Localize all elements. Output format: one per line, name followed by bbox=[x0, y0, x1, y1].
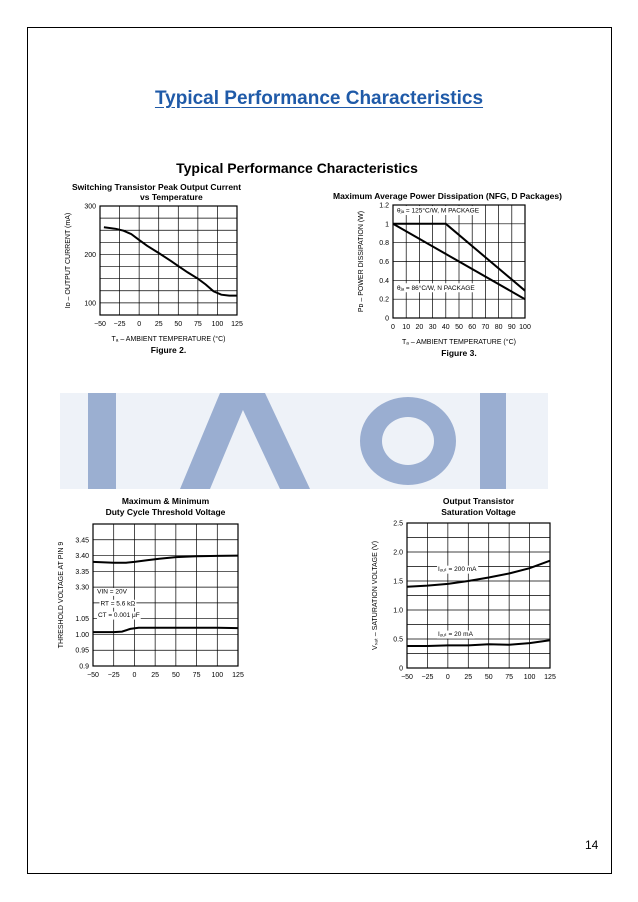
chart-annotation: CT = 0.001 μF bbox=[97, 612, 140, 620]
x-tick-label: 20 bbox=[415, 324, 424, 331]
y-tick-label: 0.4 bbox=[379, 277, 389, 285]
x-tick-label: 75 bbox=[505, 674, 514, 681]
x-tick-label: 60 bbox=[468, 324, 477, 331]
page-title: Typical Performance Characteristics bbox=[154, 88, 484, 109]
page-number: 14 bbox=[585, 838, 599, 852]
y-tick-label: 2.0 bbox=[393, 549, 403, 557]
y-tick-label: 1.05 bbox=[75, 616, 89, 624]
x-tick-label: −50 bbox=[401, 674, 413, 681]
x-axis-label: Tₐ – AMBIENT TEMPERATURE (°C) bbox=[111, 336, 226, 343]
chart-title: Maximum Average Power Dissipation (NFG, D Packages) bbox=[333, 191, 562, 201]
y-tick-label: 1.0 bbox=[393, 607, 403, 615]
y-tick-label: 0.9 bbox=[79, 663, 89, 671]
y-axis-label: Pᴅ – POWER DISSIPATION (W) bbox=[358, 210, 365, 313]
chart-annotation: θⱼₐ = 86°C/W, N PACKAGE bbox=[396, 284, 475, 292]
y-tick-label: 1.5 bbox=[393, 578, 403, 586]
x-tick-label: 100 bbox=[523, 674, 536, 681]
y-tick-label: 2.5 bbox=[393, 520, 403, 528]
chart-title: Output Transistor bbox=[442, 496, 515, 506]
figure-caption: Figure 3. bbox=[441, 348, 477, 358]
x-tick-label: 100 bbox=[211, 321, 224, 328]
y-axis-label: THRESHOLD VOLTAGE AT PIN 9 bbox=[58, 541, 65, 649]
x-tick-label: 0 bbox=[391, 324, 395, 331]
y-tick-label: 3.30 bbox=[75, 584, 89, 592]
x-tick-label: 50 bbox=[171, 672, 180, 679]
y-tick-label: 0 bbox=[399, 665, 403, 673]
x-tick-label: −25 bbox=[107, 672, 120, 679]
x-tick-label: 100 bbox=[519, 324, 531, 331]
series-line bbox=[104, 227, 237, 295]
x-tick-label: 0 bbox=[132, 672, 137, 679]
x-tick-label: 100 bbox=[211, 672, 224, 679]
y-tick-label: 1.2 bbox=[379, 202, 389, 210]
x-axis-label: Tₐ – AMBIENT TEMPERATURE (°C) bbox=[402, 339, 516, 346]
watermark-logo bbox=[60, 393, 548, 489]
chart-title: Maximum & Minimum bbox=[121, 496, 210, 506]
y-tick-label: 0.8 bbox=[379, 240, 389, 248]
x-tick-label: 125 bbox=[231, 321, 243, 328]
x-tick-label: 75 bbox=[193, 321, 202, 328]
series-line bbox=[93, 628, 238, 632]
x-tick-label: 40 bbox=[441, 324, 450, 331]
x-tick-label: 25 bbox=[151, 672, 160, 679]
series-line bbox=[407, 640, 550, 646]
watermark-logo-graphic bbox=[60, 393, 548, 489]
x-tick-label: 10 bbox=[402, 324, 411, 331]
x-tick-label: 0 bbox=[445, 674, 450, 681]
x-tick-label: 70 bbox=[481, 324, 490, 331]
x-tick-label: −25 bbox=[113, 321, 126, 328]
x-tick-label: 90 bbox=[507, 324, 516, 331]
series-line bbox=[407, 561, 550, 587]
x-tick-label: 125 bbox=[232, 672, 244, 679]
x-tick-label: −25 bbox=[421, 674, 434, 681]
y-tick-label: 1 bbox=[385, 221, 389, 229]
x-tick-label: −50 bbox=[94, 321, 106, 328]
y-tick-label: 0 bbox=[385, 315, 389, 323]
y-tick-label: 3.40 bbox=[75, 553, 89, 561]
x-tick-label: 30 bbox=[428, 324, 437, 331]
chart-annotation: Iₒᵤₜ = 20 mA bbox=[438, 631, 473, 639]
y-axis-label: Vₛₐₜ – SATURATION VOLTAGE (V) bbox=[372, 540, 379, 651]
y-tick-label: 3.45 bbox=[75, 537, 89, 545]
chart-subtitle: Duty Cycle Threshold Voltage bbox=[105, 507, 226, 517]
chart-annotation: θⱼₐ = 125°C/W, M PACKAGE bbox=[396, 207, 480, 215]
chart-title: Switching Transistor Peak Output Current bbox=[72, 182, 242, 192]
chart-annotation: RT = 5.6 kΩ bbox=[100, 600, 136, 608]
x-tick-label: 25 bbox=[464, 674, 473, 681]
chart-figure-4 bbox=[50, 496, 260, 686]
y-tick-label: 3.35 bbox=[75, 568, 89, 576]
x-tick-label: 80 bbox=[494, 324, 503, 331]
chart-annotation: VIN = 20V bbox=[97, 588, 127, 596]
x-tick-label: 50 bbox=[174, 321, 183, 328]
series-line bbox=[93, 556, 238, 563]
y-tick-label: 200 bbox=[84, 251, 96, 259]
y-tick-label: 100 bbox=[84, 300, 96, 308]
x-tick-label: −50 bbox=[87, 672, 99, 679]
x-tick-label: 125 bbox=[544, 674, 556, 681]
y-tick-label: 1.00 bbox=[75, 631, 89, 639]
x-tick-label: 75 bbox=[192, 672, 201, 679]
chart-figure-2 bbox=[50, 178, 270, 396]
chart-figure-5 bbox=[362, 496, 582, 686]
chart-subtitle: Saturation Voltage bbox=[441, 507, 516, 517]
chart-figure-3 bbox=[325, 190, 605, 396]
y-tick-label: 0.95 bbox=[75, 647, 89, 655]
y-tick-label: 0.2 bbox=[379, 296, 389, 304]
x-tick-label: 25 bbox=[154, 321, 163, 328]
x-tick-label: 50 bbox=[484, 674, 493, 681]
x-tick-label: 0 bbox=[137, 321, 142, 328]
x-tick-label: 50 bbox=[455, 324, 463, 331]
y-tick-label: 300 bbox=[84, 203, 96, 211]
y-tick-label: 0.5 bbox=[393, 636, 403, 644]
section-heading: Typical Performance Characteristics bbox=[176, 160, 418, 176]
chart-annotation: Iₒᵤₜ = 200 mA bbox=[438, 566, 477, 574]
y-tick-label: 0.6 bbox=[379, 259, 389, 266]
figure-caption: Figure 2. bbox=[150, 345, 187, 355]
chart-subtitle: vs Temperature bbox=[140, 192, 203, 202]
y-axis-label: Iᴅ – OUTPUT CURRENT (mA) bbox=[65, 212, 72, 309]
